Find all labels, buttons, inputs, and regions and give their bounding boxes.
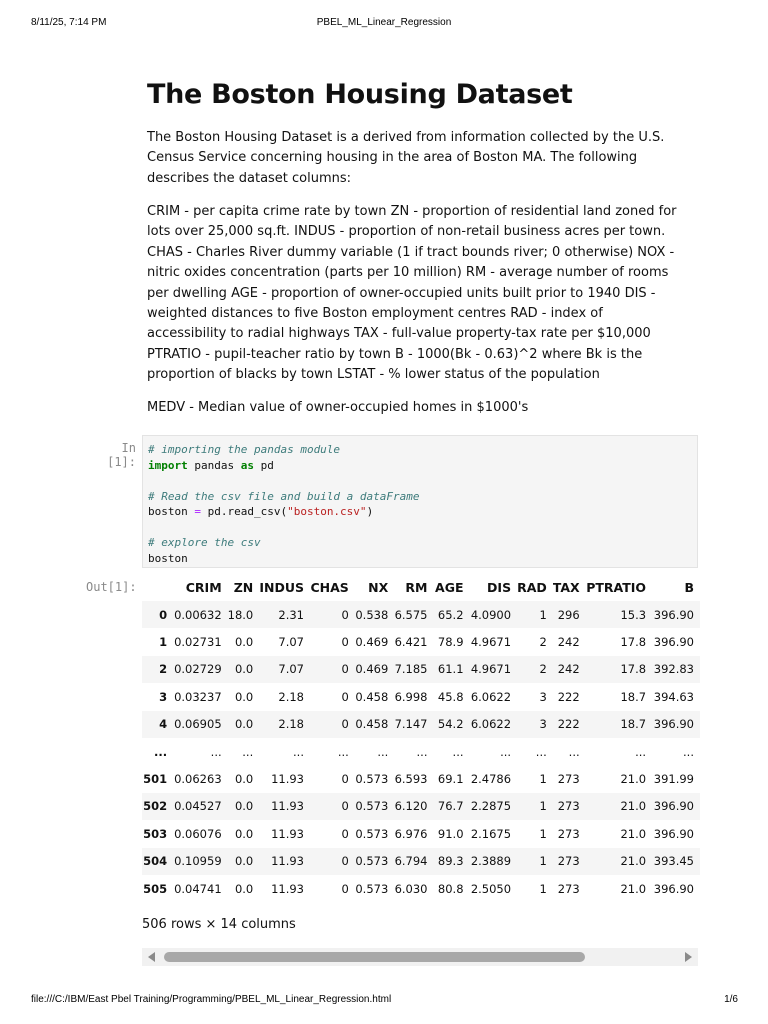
table-cell: 273 <box>557 881 580 896</box>
table-cell: 7.185 <box>394 662 428 677</box>
code-comment: # explore the csv <box>148 536 261 549</box>
table-cell: 0.573 <box>355 854 389 869</box>
table-cell: 6.593 <box>394 772 428 787</box>
table-cell: 0 <box>341 717 349 732</box>
table-cell: 0.458 <box>355 689 389 704</box>
table-cell: 6.030 <box>394 881 428 896</box>
table-cell: 6.998 <box>394 689 428 704</box>
table-cell: 0 <box>341 881 349 896</box>
table-row <box>142 711 700 738</box>
table-header-row <box>142 574 700 601</box>
triangle-left-icon[interactable] <box>148 952 155 962</box>
table-cell: 0.573 <box>355 799 389 814</box>
row-index: 504 <box>143 854 168 869</box>
table-cell: 396.90 <box>653 826 694 841</box>
table-cell: 0.06905 <box>174 717 222 732</box>
markdown-medv-block <box>147 398 677 418</box>
markdown-heading-block <box>147 78 677 112</box>
table-cell: 0.00632 <box>174 607 222 622</box>
table-cell: 1 <box>539 826 547 841</box>
table-cell: 0.469 <box>355 635 389 650</box>
table-cell: 0.573 <box>355 881 389 896</box>
code-call: pd.read_csv( <box>200 505 288 518</box>
table-cell: 4.9671 <box>470 635 512 650</box>
table-cell: 0.469 <box>355 662 389 677</box>
table-cell: 45.8 <box>437 689 464 704</box>
table-cell: 0 <box>341 607 349 622</box>
ellipsis-row <box>142 738 700 765</box>
table-cell: 6.0622 <box>470 717 512 732</box>
table-cell: 0.573 <box>355 826 389 841</box>
page-number: 1/6 <box>724 994 738 1005</box>
table-cell: 273 <box>557 826 580 841</box>
table-cell: 15.3 <box>620 607 647 622</box>
table-cell: 6.421 <box>394 635 428 650</box>
table-cell: ... <box>568 744 580 759</box>
index-header <box>142 574 173 601</box>
row-index: 0 <box>159 607 168 622</box>
table-cell: 11.93 <box>271 799 304 814</box>
table-cell: 0.0 <box>234 826 254 841</box>
table-cell: 6.0622 <box>470 689 512 704</box>
table-cell: 7.147 <box>394 717 428 732</box>
table-cell: 394.63 <box>653 689 694 704</box>
table-row <box>142 848 700 875</box>
column-header: CHAS <box>310 580 349 595</box>
table-cell: 396.90 <box>653 635 694 650</box>
table-cell: 396.90 <box>653 607 694 622</box>
table-row <box>142 601 700 628</box>
table-cell: 18.7 <box>620 689 647 704</box>
table-cell: 11.93 <box>271 854 304 869</box>
table-row <box>142 683 700 710</box>
table-cell: 396.90 <box>653 881 694 896</box>
row-index: 505 <box>143 881 168 896</box>
table-cell: ... <box>452 744 464 759</box>
code-module: pandas <box>187 458 241 472</box>
table-cell: 0.0 <box>234 689 254 704</box>
table-cell: 0.0 <box>234 717 254 732</box>
table-cell: 0.458 <box>355 717 389 732</box>
table-cell: 0.02731 <box>174 635 222 650</box>
column-header: B <box>684 580 694 595</box>
table-cell: 0.0 <box>234 662 254 677</box>
table-cell: 0.10959 <box>174 854 222 869</box>
table-cell: 393.45 <box>653 854 694 869</box>
table-cell: 0 <box>341 826 349 841</box>
table-cell: 17.8 <box>620 635 647 650</box>
table-cell: 0.04741 <box>174 881 222 896</box>
code-keyword-as: as <box>240 458 254 472</box>
markdown-intro-block <box>147 128 677 189</box>
column-header: AGE <box>435 580 464 595</box>
table-cell: ... <box>242 744 254 759</box>
row-index: 2 <box>159 662 168 677</box>
table-cell: 61.1 <box>437 662 464 677</box>
table-cell: 222 <box>557 689 580 704</box>
table-cell: 2.18 <box>278 689 304 704</box>
table-cell: 78.9 <box>437 635 464 650</box>
triangle-right-icon[interactable] <box>685 952 692 962</box>
column-header: TAX <box>552 580 580 595</box>
table-cell: 396.90 <box>653 717 694 732</box>
table-cell: 1 <box>539 854 547 869</box>
table-cell: 396.90 <box>653 799 694 814</box>
table-cell: 6.976 <box>394 826 428 841</box>
table-row <box>142 628 700 655</box>
print-date: 8/11/25, 7:14 PM <box>31 17 107 28</box>
table-cell: 2.18 <box>278 717 304 732</box>
table-row <box>142 765 700 792</box>
table-cell: ... <box>635 744 647 759</box>
table-cell: 0.04527 <box>174 799 222 814</box>
table-cell: 21.0 <box>620 772 647 787</box>
table-cell: 296 <box>557 607 580 622</box>
table-cell: 11.93 <box>271 826 304 841</box>
table-cell: 1 <box>539 881 547 896</box>
print-header <box>0 17 768 31</box>
table-cell: 21.0 <box>620 799 647 814</box>
table-cell: 242 <box>557 662 580 677</box>
table-cell: 1 <box>539 607 547 622</box>
table-cell: 3 <box>539 689 547 704</box>
table-cell: 2.31 <box>278 607 304 622</box>
page-title: The Boston Housing Dataset <box>147 79 573 110</box>
table-cell: 21.0 <box>620 854 647 869</box>
print-url: file:///C:/IBM/East Pbel Training/Programming/PBEL_ML_Linear_Regression.html <box>31 994 392 1005</box>
code-paren: ) <box>366 505 374 518</box>
row-index: 501 <box>143 772 168 787</box>
table-cell: 7.07 <box>278 635 304 650</box>
table-cell: 0 <box>341 662 349 677</box>
table-cell: 1 <box>539 799 547 814</box>
column-header: CRIM <box>185 580 222 595</box>
code-comment: # importing the pandas module <box>148 443 341 456</box>
code-string: "boston.csv" <box>287 505 367 518</box>
table-cell: 2.2875 <box>470 799 512 814</box>
table-cell: 0.06263 <box>174 772 222 787</box>
print-footer <box>0 994 768 1008</box>
code-alias: pd <box>253 458 274 472</box>
column-header: DIS <box>487 580 512 595</box>
table-cell: 222 <box>557 717 580 732</box>
table-cell: 391.99 <box>653 772 694 787</box>
columns-description-paragraph: CRIM - per capita crime rate by town ZN - proportion of residential land zoned for lots over 25,000 sq.ft. INDUS - proportion of non-retail business acres per town. CHAS - Charles River dummy variable (1 if tract bounds river; 0 otherwise) NOX - nitric oxides concentration (parts per 10 million) RM - average number of rooms per dwelling AGE - proportion of owner-occupied units built prior to 1940 DIS - weighted distances to five Boston employment centres RAD - index of accessibility to radial highways TAX - full-value property-tax rate per $10,000 PTRATIO - pupil-teacher ratio by town B - 1000(Bk - 0.63)^2 where Bk is the proportion of blacks by town LSTAT - % lower status of the population <box>147 204 677 383</box>
table-cell: 2.4786 <box>470 772 512 787</box>
table-cell: 11.93 <box>271 772 304 787</box>
table-cell: 273 <box>557 799 580 814</box>
table-cell: 2 <box>539 662 547 677</box>
table-cell: 0.0 <box>234 854 254 869</box>
horizontal-scrollbar[interactable] <box>142 948 698 966</box>
table-cell: 273 <box>557 772 580 787</box>
table-cell: 18.7 <box>620 717 647 732</box>
dataframe-output[interactable] <box>142 574 700 904</box>
table-cell: 0 <box>341 854 349 869</box>
table-cell: ... <box>500 744 512 759</box>
table-cell: 6.794 <box>394 854 428 869</box>
table-cell: 0 <box>341 689 349 704</box>
table-cell: 65.2 <box>437 607 464 622</box>
table-cell: 2.3889 <box>470 854 512 869</box>
row-index: 1 <box>159 635 168 650</box>
table-cell: 17.8 <box>620 662 647 677</box>
row-index: ... <box>154 744 168 759</box>
code-keyword-import: import <box>148 458 188 472</box>
scrollbar-thumb[interactable] <box>164 952 585 962</box>
medv-paragraph: MEDV - Median value of owner-occupied homes in $1000's <box>147 400 529 415</box>
row-index: 503 <box>143 826 168 841</box>
row-index: 3 <box>159 689 168 704</box>
table-row <box>142 656 700 683</box>
table-cell: 0.573 <box>355 772 389 787</box>
table-cell: ... <box>210 744 222 759</box>
table-cell: 2.1675 <box>470 826 512 841</box>
table-cell: ... <box>337 744 349 759</box>
table-cell: 6.120 <box>394 799 428 814</box>
table-cell: 2 <box>539 635 547 650</box>
table-cell: 80.8 <box>437 881 464 896</box>
table-cell: 18.0 <box>227 607 254 622</box>
table-cell: 0.02729 <box>174 662 222 677</box>
print-title: PBEL_ML_Linear_Regression <box>316 17 452 28</box>
table-cell: 91.0 <box>437 826 464 841</box>
table-cell: 6.575 <box>394 607 428 622</box>
code-operator: = <box>194 505 201 518</box>
table-cell: 21.0 <box>620 826 647 841</box>
table-cell: 273 <box>557 854 580 869</box>
code-expression: boston <box>148 551 188 565</box>
dataframe-shape-summary: 506 rows × 14 columns <box>142 917 296 932</box>
table-cell: 0 <box>341 635 349 650</box>
table-cell: 0.0 <box>234 772 254 787</box>
table-cell: 392.83 <box>653 662 694 677</box>
table-row <box>142 820 700 847</box>
table-cell: ... <box>683 744 694 759</box>
code-variable: boston <box>148 505 195 518</box>
dataframe-table <box>142 574 700 902</box>
table-cell: 89.3 <box>437 854 464 869</box>
intro-paragraph: The Boston Housing Dataset is a derived from information collected by the U.S. Census Service concerning housing in the area of Boston MA. The following describes the dataset columns: <box>147 130 665 186</box>
table-row <box>142 793 700 820</box>
table-row <box>142 875 700 902</box>
code-comment: # Read the csv file and build a dataFrame <box>148 489 420 503</box>
input-prompt: In [1]: <box>107 441 136 469</box>
output-prompt: Out[1]: <box>86 580 137 594</box>
table-cell: 4.9671 <box>470 662 512 677</box>
table-cell: 0.0 <box>234 635 254 650</box>
table-cell: 69.1 <box>437 772 464 787</box>
table-cell: 54.2 <box>437 717 464 732</box>
table-cell: ... <box>293 744 304 759</box>
table-cell: ... <box>535 744 547 759</box>
table-cell: 11.93 <box>271 881 304 896</box>
table-cell: 21.0 <box>620 881 647 896</box>
table-cell: 0.0 <box>234 881 254 896</box>
table-cell: 0 <box>341 799 349 814</box>
table-cell: ... <box>377 744 389 759</box>
table-cell: 0.03237 <box>174 689 222 704</box>
column-header: RAD <box>517 580 547 595</box>
row-index: 4 <box>159 717 168 732</box>
table-cell: 0 <box>341 772 349 787</box>
markdown-columns-block <box>147 202 677 386</box>
table-cell: 4.0900 <box>470 607 512 622</box>
column-header: PTRATIO <box>586 580 647 595</box>
column-header: RM <box>405 580 428 595</box>
table-cell: 2.5050 <box>470 881 512 896</box>
column-header: ZN <box>233 580 254 595</box>
table-cell: 3 <box>539 717 547 732</box>
table-cell: 242 <box>557 635 580 650</box>
table-cell: 0.538 <box>355 607 389 622</box>
table-cell: 76.7 <box>437 799 464 814</box>
row-index: 502 <box>143 799 168 814</box>
table-cell: 0.06076 <box>174 826 222 841</box>
table-cell: 0.0 <box>234 799 254 814</box>
column-header: INDUS <box>259 580 304 595</box>
table-cell: 7.07 <box>278 662 304 677</box>
column-header: NX <box>368 580 389 595</box>
table-cell: 1 <box>539 772 547 787</box>
table-cell: ... <box>416 744 428 759</box>
code-cell[interactable] <box>142 435 698 568</box>
